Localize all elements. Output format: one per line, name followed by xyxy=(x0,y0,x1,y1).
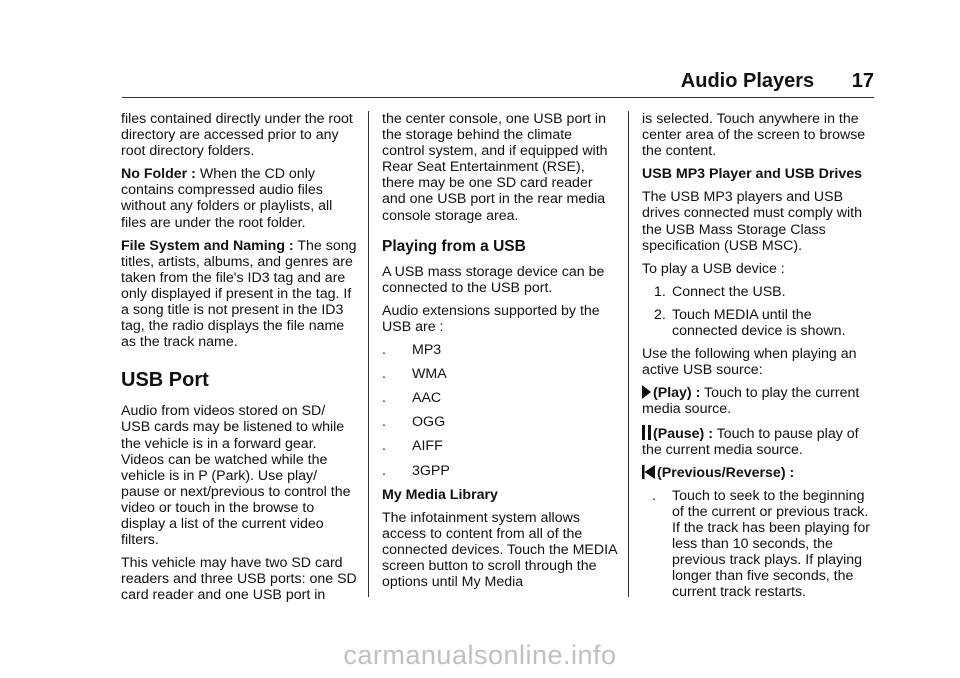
page-number: 17 xyxy=(851,70,874,92)
pause-text: Touch to pause play of the current media source. xyxy=(642,425,859,458)
pause-icon xyxy=(642,425,651,440)
play-icon xyxy=(642,385,651,399)
format-item: . 3GPP xyxy=(382,462,450,479)
paragraph-play xyxy=(642,385,878,417)
column-1 xyxy=(121,111,357,610)
usb-mp3-heading: USB MP3 Player and USB Drives xyxy=(642,166,862,183)
paragraph-file-system xyxy=(121,238,357,351)
previous-label: (Previous/Reverse) : xyxy=(657,464,795,481)
paragraph-my-media-cont: is selected. Touch anywhere in the center area of the screen to browse the content. xyxy=(642,111,866,160)
page-header xyxy=(0,70,874,93)
paragraph-no-folder xyxy=(121,166,357,230)
play-label: (Play) : xyxy=(653,385,701,402)
format-item: . MP3 xyxy=(382,342,442,359)
column-divider-2 xyxy=(628,111,629,597)
file-system-text: The song titles, artists, albums, and genres are taken from the file's ID3 tag and are only displayed if present in the tag. If a song title is not present in the ID3 tag, the radio displays the file name as the track name. xyxy=(121,237,357,351)
paragraph-extensions: Audio extensions supported by the USB are : xyxy=(382,302,600,335)
section-title: Audio Players xyxy=(680,70,815,92)
paragraph-previous xyxy=(642,465,878,481)
usb-port-heading: USB Port xyxy=(121,369,209,392)
format-item: . WMA xyxy=(382,366,447,383)
paragraph-msc: The USB MP3 players and USB drives connected must comply with the USB Mass Storage Class specification (USB MSC). xyxy=(642,189,862,254)
paragraph-ports: This vehicle may have two SD card readers and three USB ports: one SD card reader and one USB port in xyxy=(121,555,357,604)
my-media-library-heading: My Media Library xyxy=(382,486,498,503)
header-rule xyxy=(122,97,874,98)
no-folder-label: No Folder : xyxy=(121,166,196,183)
paragraph-my-media: The infotainment system allows access to content from all of the connected devices. Touch the MEDIA screen button to scroll through the options until My Media xyxy=(382,509,617,591)
format-item: . OGG xyxy=(382,414,446,431)
previous-icon xyxy=(642,465,655,479)
watermark: carmanualsonline.info xyxy=(343,640,617,670)
column-divider-1 xyxy=(368,111,369,597)
paragraph-to-play: To play a USB device : xyxy=(642,260,785,277)
play-text: Touch to play the current media source. xyxy=(642,385,860,418)
playing-from-usb-heading: Playing from a USB xyxy=(382,237,526,255)
format-item: . AAC xyxy=(382,390,442,407)
paragraph-root-dir: files contained directly under the root directory are accessed prior to any root directory folders. xyxy=(121,111,353,160)
column-3 xyxy=(642,111,878,607)
paragraph-ports-cont: the center console, one USB port in the storage behind the climate control system, and if equipped with Rear Seat Entertainment (RSE), there may be one SD card reader and one USB port in the rear media console storage area. xyxy=(382,111,608,224)
format-item: . AIFF xyxy=(382,438,443,455)
paragraph-connect: A USB mass storage device can be connected to the USB port. xyxy=(382,263,605,296)
previous-bullet: . Touch to seek to the beginning of the current or previous track. If the track has been playing for less than 10 seconds, the previous track plays. If playing longer than five seconds, the current track restarts. xyxy=(652,487,870,601)
paragraph-pause xyxy=(642,425,878,458)
pause-label: (Pause) : xyxy=(653,425,713,442)
paragraph-videos: Audio from videos stored on SD/ USB cards may be listened to while the vehicle is in a forward gear. Videos can be watched while the vehicle is in P (Park). Use play/ pause or next/previous to control the video or touch in the browse to display a list of the current video filters. xyxy=(121,403,351,549)
paragraph-following: Use the following when playing an active USB source: xyxy=(642,346,857,379)
step-item: 2. Touch MEDIA until the connected device is shown. xyxy=(654,306,846,340)
no-folder-text: When the CD only contains compressed audio files without any folders or playlists, all files are under the root folder. xyxy=(121,166,333,231)
step-item: 1. Connect the USB. xyxy=(654,283,786,300)
column-2 xyxy=(382,111,618,597)
file-system-label: File System and Naming : xyxy=(121,237,294,254)
